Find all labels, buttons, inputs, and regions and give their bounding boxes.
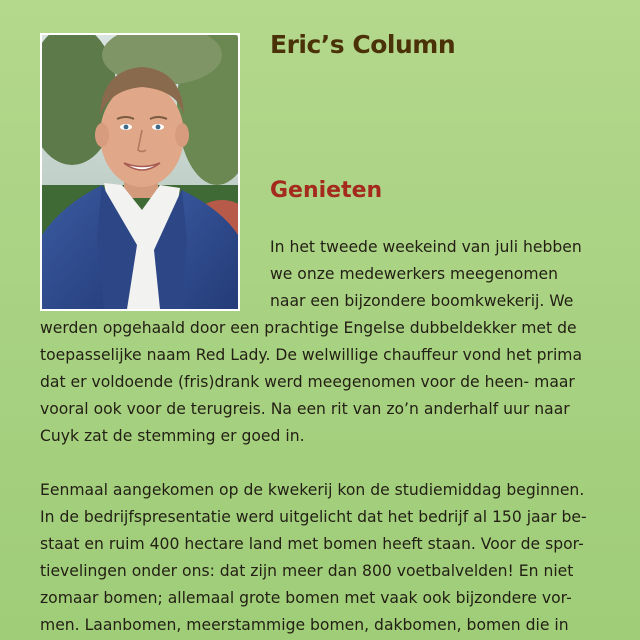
paragraph-line: dat er voldoende (fris)drank werd meegenomen voor de heen- maar — [40, 373, 575, 391]
article-body — [40, 234, 640, 639]
paragraph-line: naar een bijzondere boomkwekerij. We — [270, 292, 574, 310]
paragraph-spacer — [40, 450, 640, 477]
paragraph-line: staat en ruim 400 hectare land met bomen heeft staan. Voor de spor- — [40, 535, 584, 553]
paragraph-line: werden opgehaald door een prachtige Engelse dubbeldekker met de — [40, 319, 577, 337]
paragraph-line: tievelingen onder ons: dat zijn meer dan 800 voetbalvelden! En niet — [40, 562, 574, 580]
column-title: Eric’s Column — [270, 30, 456, 59]
paragraph-line: zomaar bomen; allemaal grote bomen met vaak ook bijzondere vor- — [40, 589, 572, 607]
paragraph-line: men. Laanbomen, meerstammige bomen, dakbomen, bomen die in — [40, 616, 569, 634]
paragraph-line: In de bedrijfspresentatie werd uitgelicht dat het bedrijf al 150 jaar be- — [40, 508, 587, 526]
paragraph-line: vooral ook voor de terugreis. Na een rit van zo’n anderhalf uur naar — [40, 400, 570, 418]
paragraph-line: toepasselijke naam Red Lady. De welwillige chauffeur vond het prima — [40, 346, 583, 364]
article-subtitle: Genieten — [270, 178, 383, 203]
paragraph-line: In het tweede weekeind van juli hebben — [270, 238, 582, 256]
paragraph-line: we onze medewerkers meegenomen — [270, 265, 559, 283]
paragraph-line: Eenmaal aangekomen op de kwekerij kon de studiemiddag beginnen. — [40, 481, 585, 499]
paragraph-line: Cuyk zat de stemming er goed in. — [40, 427, 305, 445]
